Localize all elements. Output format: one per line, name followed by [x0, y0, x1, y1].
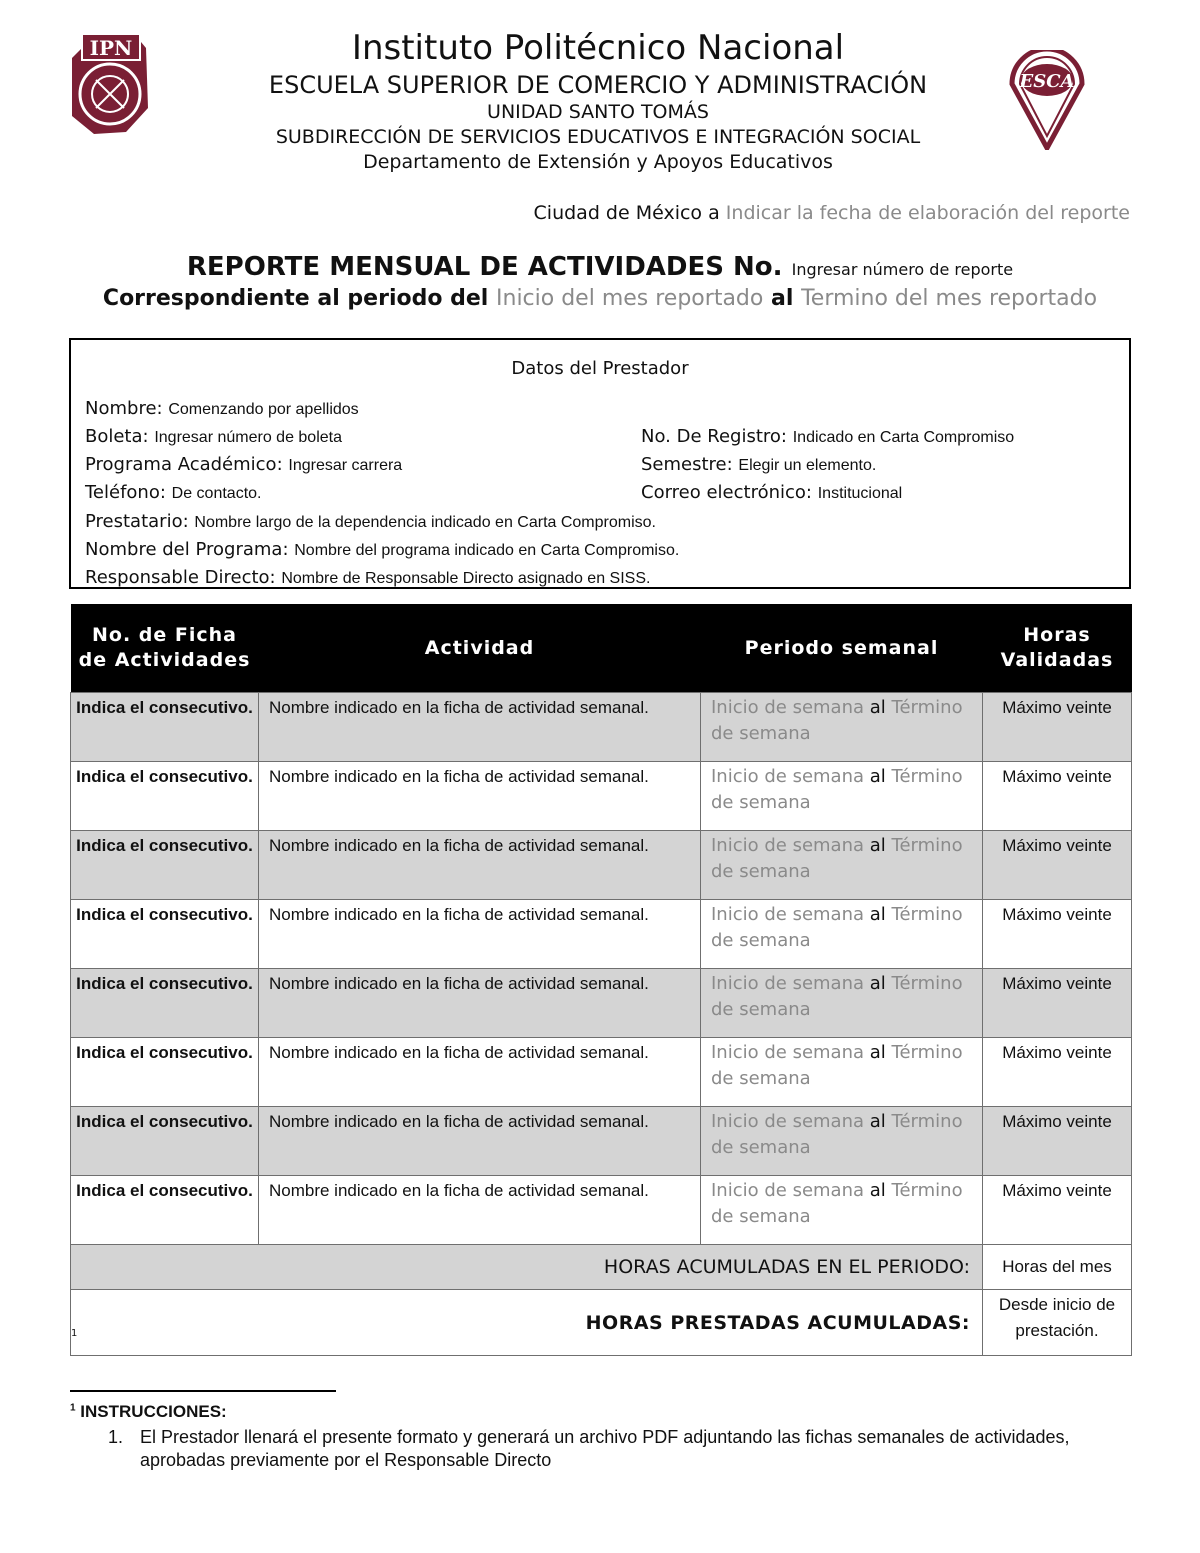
accumulated-total-field[interactable]: Desde inicio de prestación.: [983, 1290, 1132, 1356]
table-row: [71, 1038, 1132, 1107]
ficha-number-field[interactable]: Indica el consecutivo.: [71, 1176, 259, 1245]
period-connector: al: [869, 697, 886, 718]
activities-table: [70, 604, 1132, 1356]
svg-text:ESCA: ESCA: [1019, 71, 1075, 92]
footnote-title-text: INSTRUCCIONES:: [80, 1402, 227, 1421]
week-end-field[interactable]: Término de semana: [711, 1042, 963, 1089]
header-ficha: No. de Ficha de Actividades: [71, 604, 259, 693]
week-end-field[interactable]: Término de semana: [711, 973, 963, 1020]
period-connector: al: [771, 286, 794, 311]
period-total-row: [71, 1245, 1132, 1290]
nombre-programa-value[interactable]: Nombre del programa indicado en Carta Compromiso.: [294, 542, 680, 559]
period-connector: al: [869, 1042, 886, 1063]
nombre-label: Nombre:: [85, 398, 163, 419]
instruction-number: 1.: [108, 1427, 124, 1447]
school-name: ESCUELA SUPERIOR DE COMERCIO Y ADMINISTRACIÓN: [268, 71, 928, 99]
nombre-value[interactable]: Comenzando por apellidos: [168, 401, 359, 418]
header-periodo: Periodo semanal: [701, 604, 983, 693]
week-end-field[interactable]: Término de semana: [711, 766, 963, 813]
programa-value[interactable]: Ingresar carrera: [288, 457, 403, 474]
week-start-field[interactable]: Inicio de semana: [711, 835, 865, 856]
activity-name-field[interactable]: Nombre indicado en la ficha de actividad semanal.: [259, 831, 701, 900]
boleta-value[interactable]: Ingresar número de boleta: [154, 429, 342, 446]
weekly-period-cell: [701, 900, 983, 969]
period-connector: al: [869, 835, 886, 856]
validated-hours-field[interactable]: Máximo veinte: [983, 693, 1132, 762]
table-header-row: [71, 604, 1132, 693]
footnote-reference: 1: [71, 1328, 78, 1339]
period-start-field[interactable]: Inicio del mes reportado: [496, 286, 764, 311]
field-registro: [641, 426, 1014, 447]
period-total-field[interactable]: Horas del mes: [983, 1245, 1132, 1290]
report-title-text: REPORTE MENSUAL DE ACTIVIDADES No.: [186, 252, 783, 282]
document-header: [200, 28, 996, 175]
table-row: [71, 900, 1132, 969]
footnote-title: [70, 1402, 227, 1422]
report-number-field[interactable]: Ingresar número de reporte: [791, 260, 1014, 279]
table-row: [71, 1176, 1132, 1245]
ficha-number-field[interactable]: Indica el consecutivo.: [71, 1038, 259, 1107]
activity-name-field[interactable]: Nombre indicado en la ficha de actividad semanal.: [259, 900, 701, 969]
validated-hours-field[interactable]: Máximo veinte: [983, 831, 1132, 900]
telefono-value[interactable]: De contacto.: [171, 485, 262, 502]
registro-value[interactable]: Indicado en Carta Compromiso: [792, 429, 1015, 446]
weekly-period-cell: [701, 762, 983, 831]
ficha-number-field[interactable]: Indica el consecutivo.: [71, 900, 259, 969]
date-field[interactable]: Indicar la fecha de elaboración del reporte: [725, 202, 1130, 224]
period-connector: al: [869, 1180, 886, 1201]
place-date-line: [534, 202, 1130, 224]
week-end-field[interactable]: Término de semana: [711, 1180, 963, 1227]
ipn-logo: [66, 26, 152, 142]
correo-label: Correo electrónico:: [641, 482, 812, 503]
activity-name-field[interactable]: Nombre indicado en la ficha de actividad semanal.: [259, 693, 701, 762]
activity-name-field[interactable]: Nombre indicado en la ficha de actividad semanal.: [259, 762, 701, 831]
table-row: [71, 762, 1132, 831]
period-end-field[interactable]: Termino del mes reportado: [801, 286, 1098, 311]
boleta-label: Boleta:: [85, 426, 149, 447]
unit-name: UNIDAD SANTO TOMÁS: [487, 101, 709, 123]
table-row: [71, 1107, 1132, 1176]
table-row: [71, 693, 1132, 762]
accumulated-total-label: HORAS PRESTADAS ACUMULADAS:: [71, 1290, 983, 1356]
weekly-period-cell: [701, 1038, 983, 1107]
report-period: [70, 286, 1130, 311]
header-actividad: Actividad: [259, 604, 701, 693]
semestre-label: Semestre:: [641, 454, 733, 475]
week-end-field[interactable]: Término de semana: [711, 835, 963, 882]
week-start-field[interactable]: Inicio de semana: [711, 1042, 865, 1063]
table-row: [71, 831, 1132, 900]
footnote-instruction: [108, 1426, 1098, 1472]
week-start-field[interactable]: Inicio de semana: [711, 1111, 865, 1132]
weekly-period-cell: [701, 693, 983, 762]
ficha-number-field[interactable]: Indica el consecutivo.: [71, 831, 259, 900]
field-semestre: [641, 454, 876, 475]
instruction-text: El Prestador llenará el presente formato y generará un archivo PDF adjuntando las fichas semanales de actividades, aprobadas previamente por el Responsable Directo: [140, 1427, 1070, 1470]
ficha-number-field[interactable]: Indica el consecutivo.: [71, 969, 259, 1038]
field-programa: [85, 454, 402, 475]
field-boleta: [85, 426, 342, 447]
prestatario-label: Prestatario:: [85, 511, 189, 532]
correo-value[interactable]: Institucional: [817, 485, 903, 502]
week-end-field[interactable]: Término de semana: [711, 1111, 963, 1158]
activity-name-field[interactable]: Nombre indicado en la ficha de actividad semanal.: [259, 969, 701, 1038]
provider-data-title: Datos del Prestador: [511, 358, 689, 379]
ficha-number-field[interactable]: Indica el consecutivo.: [71, 693, 259, 762]
department-name: Departamento de Extensión y Apoyos Educativos: [363, 151, 833, 173]
field-nombre-programa: [85, 539, 679, 560]
city-label: Ciudad de México a: [533, 202, 720, 224]
footnote-number: 1: [70, 1402, 76, 1414]
field-responsable: [85, 567, 650, 588]
week-end-field[interactable]: Término de semana: [711, 904, 963, 951]
period-connector: al: [869, 766, 886, 787]
week-end-field[interactable]: Término de semana: [711, 697, 963, 744]
header-horas: Horas Validadas: [983, 604, 1132, 693]
programa-label: Programa Académico:: [85, 454, 283, 475]
period-label: Correspondiente al periodo del: [102, 286, 489, 311]
weekly-period-cell: [701, 969, 983, 1038]
week-start-field[interactable]: Inicio de semana: [711, 766, 865, 787]
period-connector: al: [869, 1111, 886, 1132]
weekly-period-cell: [701, 1176, 983, 1245]
weekly-period-cell: [701, 831, 983, 900]
validated-hours-field[interactable]: Máximo veinte: [983, 900, 1132, 969]
period-total-label: HORAS ACUMULADAS EN EL PERIODO:: [71, 1245, 983, 1290]
validated-hours-field[interactable]: Máximo veinte: [983, 969, 1132, 1038]
telefono-label: Teléfono:: [85, 482, 166, 503]
validated-hours-field[interactable]: Máximo veinte: [983, 1176, 1132, 1245]
week-start-field[interactable]: Inicio de semana: [711, 697, 865, 718]
report-title: [70, 252, 1130, 282]
validated-hours-field[interactable]: Máximo veinte: [983, 1107, 1132, 1176]
semestre-dropdown[interactable]: Elegir un elemento.: [738, 457, 877, 474]
svg-text:IPN: IPN: [89, 36, 133, 60]
field-telefono: [85, 482, 261, 503]
activity-name-field[interactable]: Nombre indicado en la ficha de actividad semanal.: [259, 1038, 701, 1107]
accumulated-total-row: [71, 1290, 1132, 1356]
prestatario-value[interactable]: Nombre largo de la dependencia indicado en Carta Compromiso.: [194, 514, 656, 531]
ficha-number-field[interactable]: Indica el consecutivo.: [71, 762, 259, 831]
responsable-value[interactable]: Nombre de Responsable Directo asignado en SISS.: [281, 570, 651, 587]
esca-logo: [1006, 50, 1088, 150]
responsable-label: Responsable Directo:: [85, 567, 276, 588]
week-start-field[interactable]: Inicio de semana: [711, 904, 865, 925]
weekly-period-cell: [701, 1107, 983, 1176]
activity-name-field[interactable]: Nombre indicado en la ficha de actividad semanal.: [259, 1107, 701, 1176]
activity-name-field[interactable]: Nombre indicado en la ficha de actividad semanal.: [259, 1176, 701, 1245]
field-prestatario: [85, 511, 656, 532]
week-start-field[interactable]: Inicio de semana: [711, 973, 865, 994]
footnote-separator: [70, 1390, 336, 1392]
provider-data-box: [69, 338, 1131, 589]
ficha-number-field[interactable]: Indica el consecutivo.: [71, 1107, 259, 1176]
validated-hours-field[interactable]: Máximo veinte: [983, 1038, 1132, 1107]
field-nombre: [85, 398, 359, 419]
nombre-programa-label: Nombre del Programa:: [85, 539, 289, 560]
field-correo: [641, 482, 902, 503]
registro-label: No. De Registro:: [641, 426, 787, 447]
period-connector: al: [869, 904, 886, 925]
validated-hours-field[interactable]: Máximo veinte: [983, 762, 1132, 831]
table-row: [71, 969, 1132, 1038]
period-connector: al: [869, 973, 886, 994]
subdirection-name: SUBDIRECCIÓN DE SERVICIOS EDUCATIVOS E INTEGRACIÓN SOCIAL: [275, 126, 921, 148]
institute-name: Instituto Politécnico Nacional: [351, 28, 845, 68]
week-start-field[interactable]: Inicio de semana: [711, 1180, 865, 1201]
